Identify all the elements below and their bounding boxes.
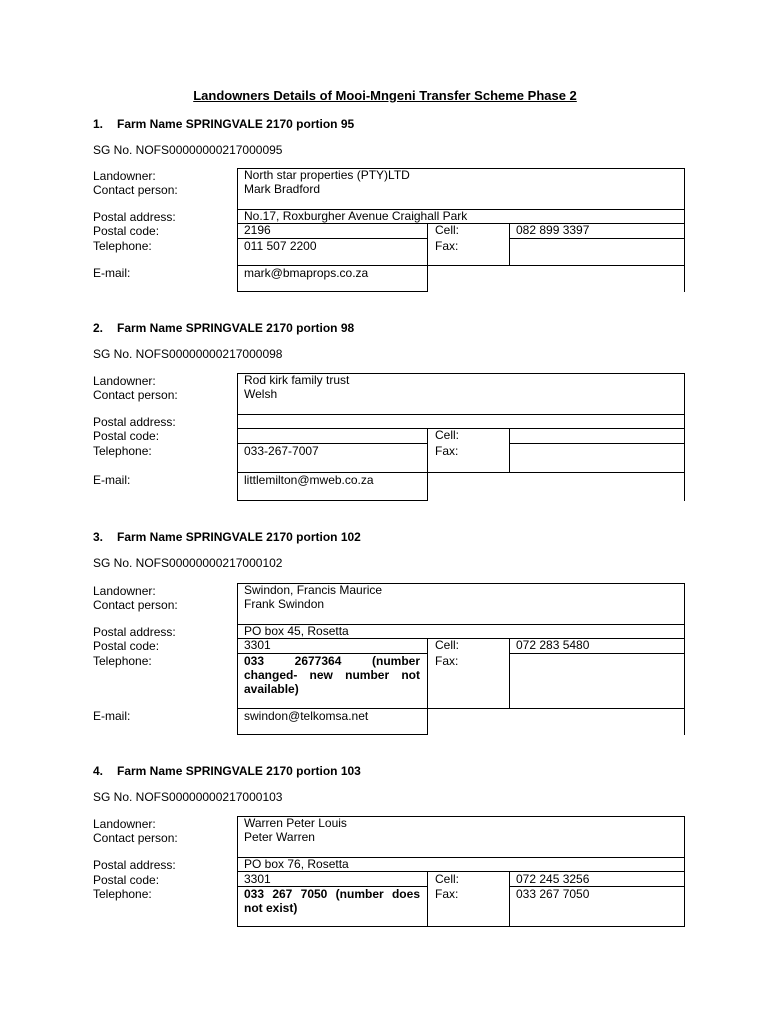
sg-number: SG No. NOFS00000000217000102 [93,556,283,570]
sg-number: SG No. NOFS00000000217000098 [93,347,283,361]
telephone-value: 033-267-7007 [244,444,319,458]
telephone-label: Telephone: [93,239,152,253]
page-title: Landowners Details of Mooi-Mngeni Transfer Scheme Phase 2 [193,88,577,103]
postal-code-value: 3301 [244,638,271,652]
contact-person-value: Welsh [244,387,278,401]
contact-person-value: Mark Bradford [244,182,321,196]
sg-number: SG No. NOFS00000000217000103 [93,790,283,804]
farm-heading: 1. Farm Name SPRINGVALE 2170 portion 95 [93,117,355,131]
postal-address-label: Postal address: [93,210,176,224]
cell-label: Cell: [435,872,460,886]
contact-person-value: Peter Warren [244,830,315,844]
postal-address-value: PO box 45, Rosetta [244,624,349,638]
telephone-label: Telephone: [93,654,152,668]
fax-value: 033 267 7050 [516,887,590,901]
cell-value: 072 283 5480 [516,638,590,652]
sg-number: SG No. NOFS00000000217000095 [93,143,283,157]
postal-address-label: Postal address: [93,858,176,872]
farm-heading: 4. Farm Name SPRINGVALE 2170 portion 103 [93,764,361,778]
email-label: E-mail: [93,266,131,280]
postal-address-label: Postal address: [93,625,176,639]
fax-label: Fax: [435,654,459,668]
farm-heading: 2. Farm Name SPRINGVALE 2170 portion 98 [93,321,355,335]
landowner-label: Landowner: [93,374,156,388]
landowner-label: Landowner: [93,584,156,598]
landowner-value: Warren Peter Louis [244,816,347,830]
contact-person-label: Contact person: [93,183,178,197]
email-label: E-mail: [93,709,131,723]
landowner-value: Swindon, Francis Maurice [244,583,383,597]
contact-person-label: Contact person: [93,598,178,612]
telephone-value: 011 507 2200 [244,239,317,253]
telephone-label: Telephone: [93,887,152,901]
postal-code-label: Postal code: [93,224,160,238]
postal-code-label: Postal code: [93,873,160,887]
email-value: mark@bmaprops.co.za [244,266,369,280]
farm-heading: 3. Farm Name SPRINGVALE 2170 portion 102 [93,530,361,544]
postal-address-value: PO box 76, Rosetta [244,857,349,871]
postal-code-label: Postal code: [93,429,160,443]
cell-label: Cell: [435,223,460,237]
fax-label: Fax: [435,239,459,253]
fax-label: Fax: [435,444,459,458]
email-value: swindon@telkomsa.net [244,709,369,723]
landowner-label: Landowner: [93,817,156,831]
contact-person-label: Contact person: [93,831,178,845]
postal-code-value: 3301 [244,872,271,886]
telephone-label: Telephone: [93,444,152,458]
email-label: E-mail: [93,473,131,487]
cell-label: Cell: [435,638,460,652]
email-value: littlemilton@mweb.co.za [244,473,374,487]
contact-person-label: Contact person: [93,388,178,402]
postal-address-label: Postal address: [93,415,176,429]
cell-value: 072 245 3256 [516,872,590,886]
telephone-value: 033 267 7050 (number does not exist) [244,887,420,915]
cell-value: 082 899 3397 [516,223,590,237]
postal-code-label: Postal code: [93,639,160,653]
contact-person-value: Frank Swindon [244,597,325,611]
landowner-value: North star properties (PTY)LTD [244,168,410,182]
postal-code-value: 2196 [244,223,271,237]
fax-label: Fax: [435,887,459,901]
telephone-value: 033 2677364 (number changed- new number not available) [244,654,420,696]
landowner-label: Landowner: [93,169,156,183]
postal-address-value: No.17, Roxburgher Avenue Craighall Park [244,209,468,223]
landowner-value: Rod kirk family trust [244,373,350,387]
cell-label: Cell: [435,428,460,442]
